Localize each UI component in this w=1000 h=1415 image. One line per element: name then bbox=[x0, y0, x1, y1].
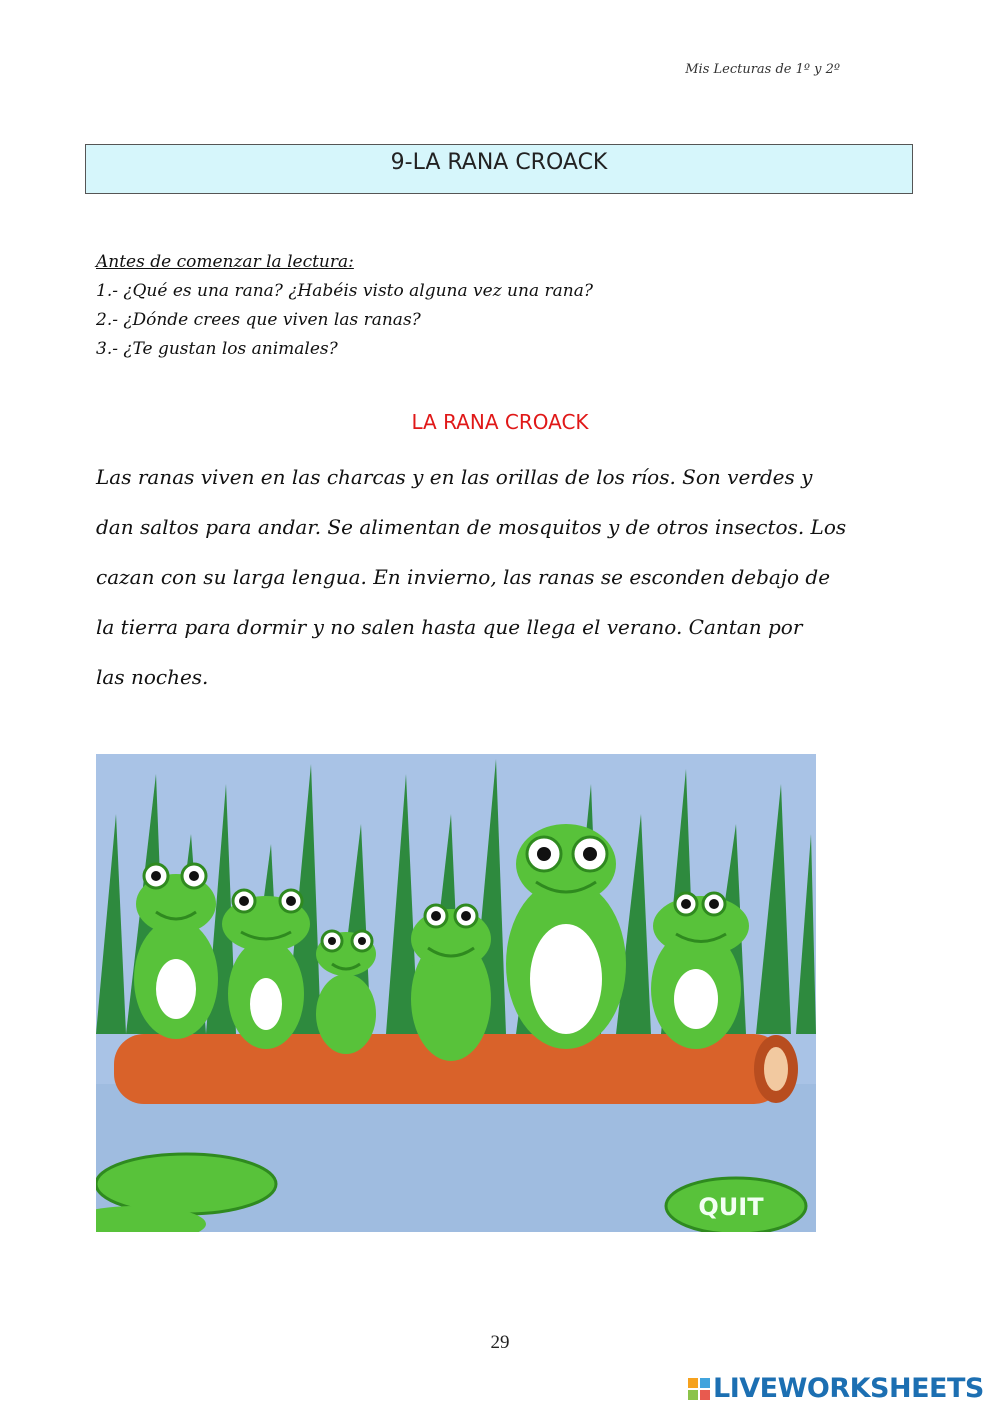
reading-title: LA RANA CROACK bbox=[411, 410, 589, 434]
question-3: 3.- ¿Te gustan los animales? bbox=[96, 339, 338, 359]
brand-name: LIVEWORKSHEETS bbox=[713, 1373, 984, 1404]
question-1: 1.- ¿Qué es una rana? ¿Habéis visto alguna vez una rana? bbox=[96, 281, 593, 301]
liveworksheets-brand[interactable] bbox=[688, 1373, 984, 1404]
frogs-on-log-image bbox=[96, 754, 816, 1232]
pre-reading-questions bbox=[96, 248, 896, 364]
pre-reading-intro: Antes de comenzar la lectura: bbox=[96, 252, 354, 272]
running-header: Mis Lecturas de 1º y 2º bbox=[685, 62, 840, 77]
reading-line-4: la tierra para dormir y no salen hasta que llega el verano. Cantan por bbox=[96, 615, 803, 639]
reading-line-1: Las ranas viven en las charcas y en las orillas de los ríos. Son verdes y bbox=[96, 465, 813, 489]
page-number: 29 bbox=[490, 1332, 510, 1353]
reading-text bbox=[96, 452, 896, 702]
frogs-illustration bbox=[96, 754, 816, 1232]
quit-label: QUIT bbox=[698, 1193, 764, 1221]
reading-line-2: dan saltos para andar. Se alimentan de mosquitos y de otros insectos. Los bbox=[96, 515, 847, 539]
frog-2 bbox=[222, 890, 310, 1049]
frog-3 bbox=[316, 931, 376, 1054]
reading-line-5: las noches. bbox=[96, 665, 209, 689]
worksheet-title: 9-LA RANA CROACK bbox=[390, 149, 608, 175]
frog-5 bbox=[506, 824, 626, 1049]
quit-button[interactable] bbox=[666, 1178, 806, 1232]
liveworksheets-logo-icon bbox=[688, 1378, 710, 1400]
question-2: 2.- ¿Dónde crees que viven las ranas? bbox=[96, 310, 421, 330]
frog-1 bbox=[134, 864, 218, 1039]
title-box bbox=[85, 144, 913, 194]
frog-4 bbox=[411, 905, 491, 1061]
reading-line-3: cazan con su larga lengua. En invierno, las ranas se esconden debajo de bbox=[96, 565, 831, 589]
